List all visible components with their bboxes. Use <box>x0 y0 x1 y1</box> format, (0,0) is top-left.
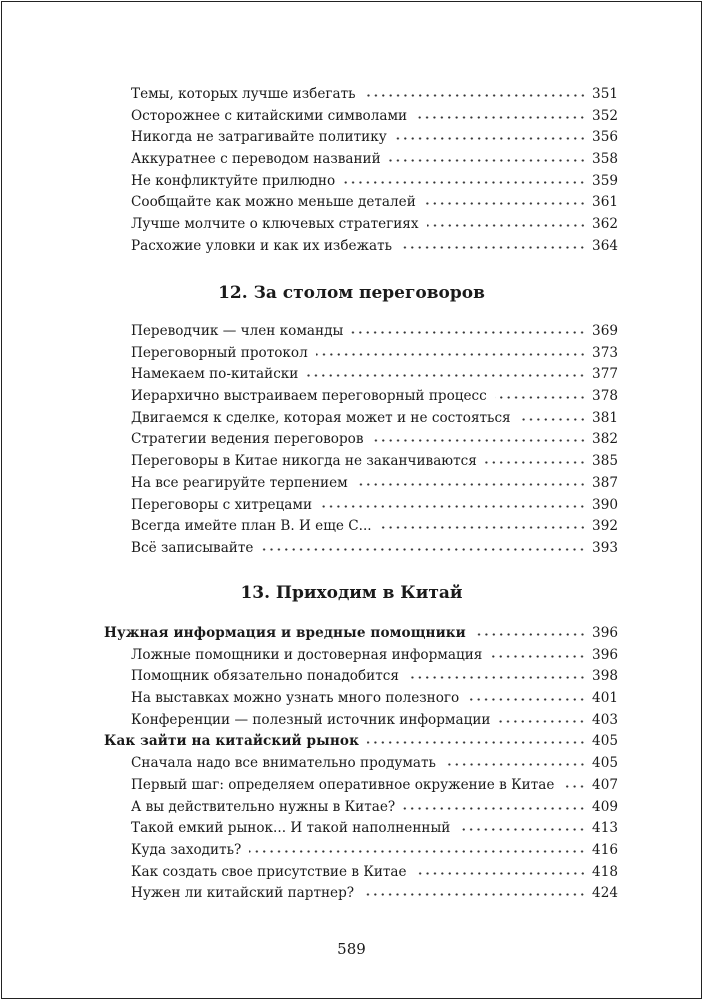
toc-entry-title: Расхожие уловки и как их избежать <box>131 237 393 254</box>
toc-entry-title: Нужен ли китайский партнер? <box>131 885 355 902</box>
toc-entry[interactable] <box>104 645 618 667</box>
toc-entry-page: 392 <box>592 518 618 535</box>
toc-entry-title: Переговорный протокол <box>131 344 308 361</box>
toc-entry-title: Иерархично выстраиваем переговорный процесс <box>131 388 487 405</box>
toc-entry-page: 352 <box>592 107 618 124</box>
toc-entry[interactable] <box>104 538 618 560</box>
dot-leader <box>364 94 587 97</box>
dot-leader <box>351 331 586 334</box>
toc-entry-page: 398 <box>592 668 618 685</box>
dot-leader <box>562 785 586 788</box>
dot-leader <box>316 353 586 356</box>
dot-leader <box>467 698 586 701</box>
toc-entry-title: Всё записывайте <box>131 539 254 556</box>
toc-entry-title: Аккуратнее с переводом названий <box>131 151 381 168</box>
toc-block-chapter-12 <box>104 321 618 560</box>
toc-entry-page: 418 <box>592 863 618 880</box>
toc-entry[interactable] <box>104 753 618 775</box>
toc-entry[interactable] <box>104 818 618 840</box>
toc-entry[interactable] <box>104 862 618 884</box>
dot-leader <box>519 418 586 421</box>
toc-entry-title: Куда заходить? <box>131 841 242 858</box>
toc-entry-title: Первый шаг: определяем оперативное окружение в Китае <box>131 776 555 793</box>
toc-entry-page: 381 <box>592 409 618 426</box>
toc-entry-title: Помощник обязательно понадобится <box>131 668 399 685</box>
toc-entry-page: 359 <box>592 172 618 189</box>
toc-entry-title: Сообщайте как можно меньше деталей <box>131 194 416 211</box>
dot-leader <box>485 461 586 464</box>
toc-entry[interactable] <box>104 236 618 258</box>
dot-leader <box>498 720 586 723</box>
toc-entry-page: 393 <box>592 539 618 556</box>
toc-entry-title: Ложные помощники и достоверная информация <box>131 646 483 663</box>
toc-entry-title: На выставках можно узнать много полезного <box>131 690 460 707</box>
toc-entry[interactable] <box>104 429 618 451</box>
toc-block-chapter-13 <box>104 623 618 905</box>
dot-leader <box>400 246 586 249</box>
dot-leader <box>424 202 586 205</box>
toc-entry-title: Двигаемся к сделке, которая может и не состояться <box>131 409 511 426</box>
dot-leader <box>306 374 586 377</box>
toc-entry-page: 377 <box>592 366 618 383</box>
toc-entry-page: 378 <box>592 388 618 405</box>
toc-entry-page: 373 <box>592 344 618 361</box>
toc-entry-title: Как зайти на китайский рынок <box>104 733 359 750</box>
toc-entry-title: Конференции — полезный источник информации <box>131 711 491 728</box>
toc-entry-page: 405 <box>592 755 618 772</box>
toc-entry-title: Как создать свое присутствие в Китае <box>131 863 407 880</box>
toc-entry[interactable] <box>104 214 618 236</box>
toc-entry-page: 416 <box>592 841 618 858</box>
dot-leader <box>495 396 586 399</box>
toc-entry-page: 361 <box>592 194 618 211</box>
dot-leader <box>249 850 586 853</box>
toc-entry[interactable] <box>104 343 618 365</box>
toc-entry[interactable] <box>104 883 618 905</box>
dot-leader <box>415 116 586 119</box>
toc-entry-page: 401 <box>592 690 618 707</box>
toc-entry-title: Переводчик — член команды <box>131 323 344 339</box>
dot-leader <box>427 224 586 227</box>
toc-entry-title: Темы, которых лучше избегать <box>131 86 356 102</box>
dot-leader <box>490 655 586 658</box>
toc-entry-page: 396 <box>592 625 618 641</box>
dot-leader <box>415 872 586 875</box>
toc-entry-title: Стратегии ведения переговоров <box>131 431 364 448</box>
toc-block-continued <box>104 84 618 258</box>
toc-entry-title: Никогда не затрагивайте политику <box>131 129 387 146</box>
dot-leader <box>458 828 586 831</box>
toc-entry[interactable] <box>104 688 618 710</box>
toc-entry-page: 405 <box>592 733 618 750</box>
dot-leader <box>474 633 586 636</box>
toc-entry[interactable] <box>104 775 618 797</box>
toc-entry-title: Такой емкий рынок... И такой наполненный <box>131 820 451 837</box>
dot-leader <box>389 159 586 162</box>
toc-entry-page: 396 <box>592 646 618 663</box>
page-number: 589 <box>337 940 366 958</box>
toc-entry-title: Переговоры в Китае никогда не заканчиваются <box>131 453 477 470</box>
toc-entry[interactable] <box>104 710 618 732</box>
dot-leader <box>343 181 586 184</box>
toc-entry[interactable] <box>104 797 618 819</box>
toc-entry[interactable] <box>104 473 618 495</box>
dot-leader <box>372 439 587 442</box>
toc-entry-title: Не конфликтуйте прилюдно <box>131 172 336 189</box>
toc-entry[interactable] <box>104 84 618 106</box>
toc-entry-page: 409 <box>592 798 618 815</box>
toc-entry[interactable] <box>104 171 618 193</box>
chapter-12-heading: 12. За столом переговоров <box>218 283 485 303</box>
toc-entry-page: 356 <box>592 129 618 146</box>
toc-entry[interactable] <box>104 127 618 149</box>
toc-entry[interactable] <box>104 321 618 343</box>
toc-entry[interactable] <box>104 840 618 862</box>
toc-entry-page: 382 <box>592 431 618 448</box>
toc-entry[interactable] <box>104 666 618 688</box>
toc-entry[interactable] <box>104 408 618 430</box>
toc-entry[interactable] <box>104 106 618 128</box>
toc-entry[interactable] <box>104 451 618 473</box>
toc-entry-title: Сначала надо все внимательно продумать <box>131 755 436 772</box>
chapter-13-heading: 13. Приходим в Китай <box>240 583 463 603</box>
dot-leader <box>444 763 586 766</box>
toc-entry-page: 390 <box>592 496 618 513</box>
toc-entry-page: 387 <box>592 474 618 491</box>
dot-leader <box>395 137 586 140</box>
toc-entry-title: Намекаем по-китайски <box>131 366 299 383</box>
dot-leader <box>407 676 586 679</box>
toc-entry-page: 424 <box>592 885 618 902</box>
toc-entry[interactable] <box>104 192 618 214</box>
toc-entry-page: 403 <box>592 711 618 728</box>
toc-section-entry[interactable] <box>104 623 618 645</box>
toc-entry-page: 358 <box>592 151 618 168</box>
dot-leader <box>367 741 586 744</box>
dot-leader <box>403 807 586 810</box>
toc-entry[interactable] <box>104 516 618 538</box>
toc-entry-title: На все реагируйте терпением <box>131 474 348 491</box>
toc-entry-page: 407 <box>592 776 618 793</box>
toc-entry-title: А вы действительно нужны в Китае? <box>131 798 396 815</box>
toc-entry[interactable] <box>104 495 618 517</box>
toc-entry-page: 413 <box>592 820 618 837</box>
dot-leader <box>261 548 586 551</box>
toc-entry-page: 364 <box>592 237 618 254</box>
toc-entry-title: Лучше молчите о ключевых стратегиях <box>131 216 419 233</box>
toc-entry-title: Переговоры с хитрецами <box>131 496 313 513</box>
toc-entry-page: 351 <box>592 86 618 102</box>
dot-leader <box>362 893 586 896</box>
dot-leader <box>380 526 586 529</box>
toc-entry-title: Всегда имейте план В. И еще С... <box>131 518 372 535</box>
dot-leader <box>356 483 586 486</box>
toc-entry-page: 362 <box>592 216 618 233</box>
toc-entry-title: Осторожнее с китайскими символами <box>131 107 408 124</box>
toc-entry[interactable] <box>104 364 618 386</box>
toc-entry[interactable] <box>104 386 618 408</box>
toc-entry[interactable] <box>104 149 618 171</box>
dot-leader <box>320 505 586 508</box>
toc-entry-page: 369 <box>592 323 618 339</box>
toc-section-entry[interactable] <box>104 731 618 753</box>
toc-entry-page: 385 <box>592 453 618 470</box>
toc-entry-title: Нужная информация и вредные помощники <box>104 625 466 641</box>
